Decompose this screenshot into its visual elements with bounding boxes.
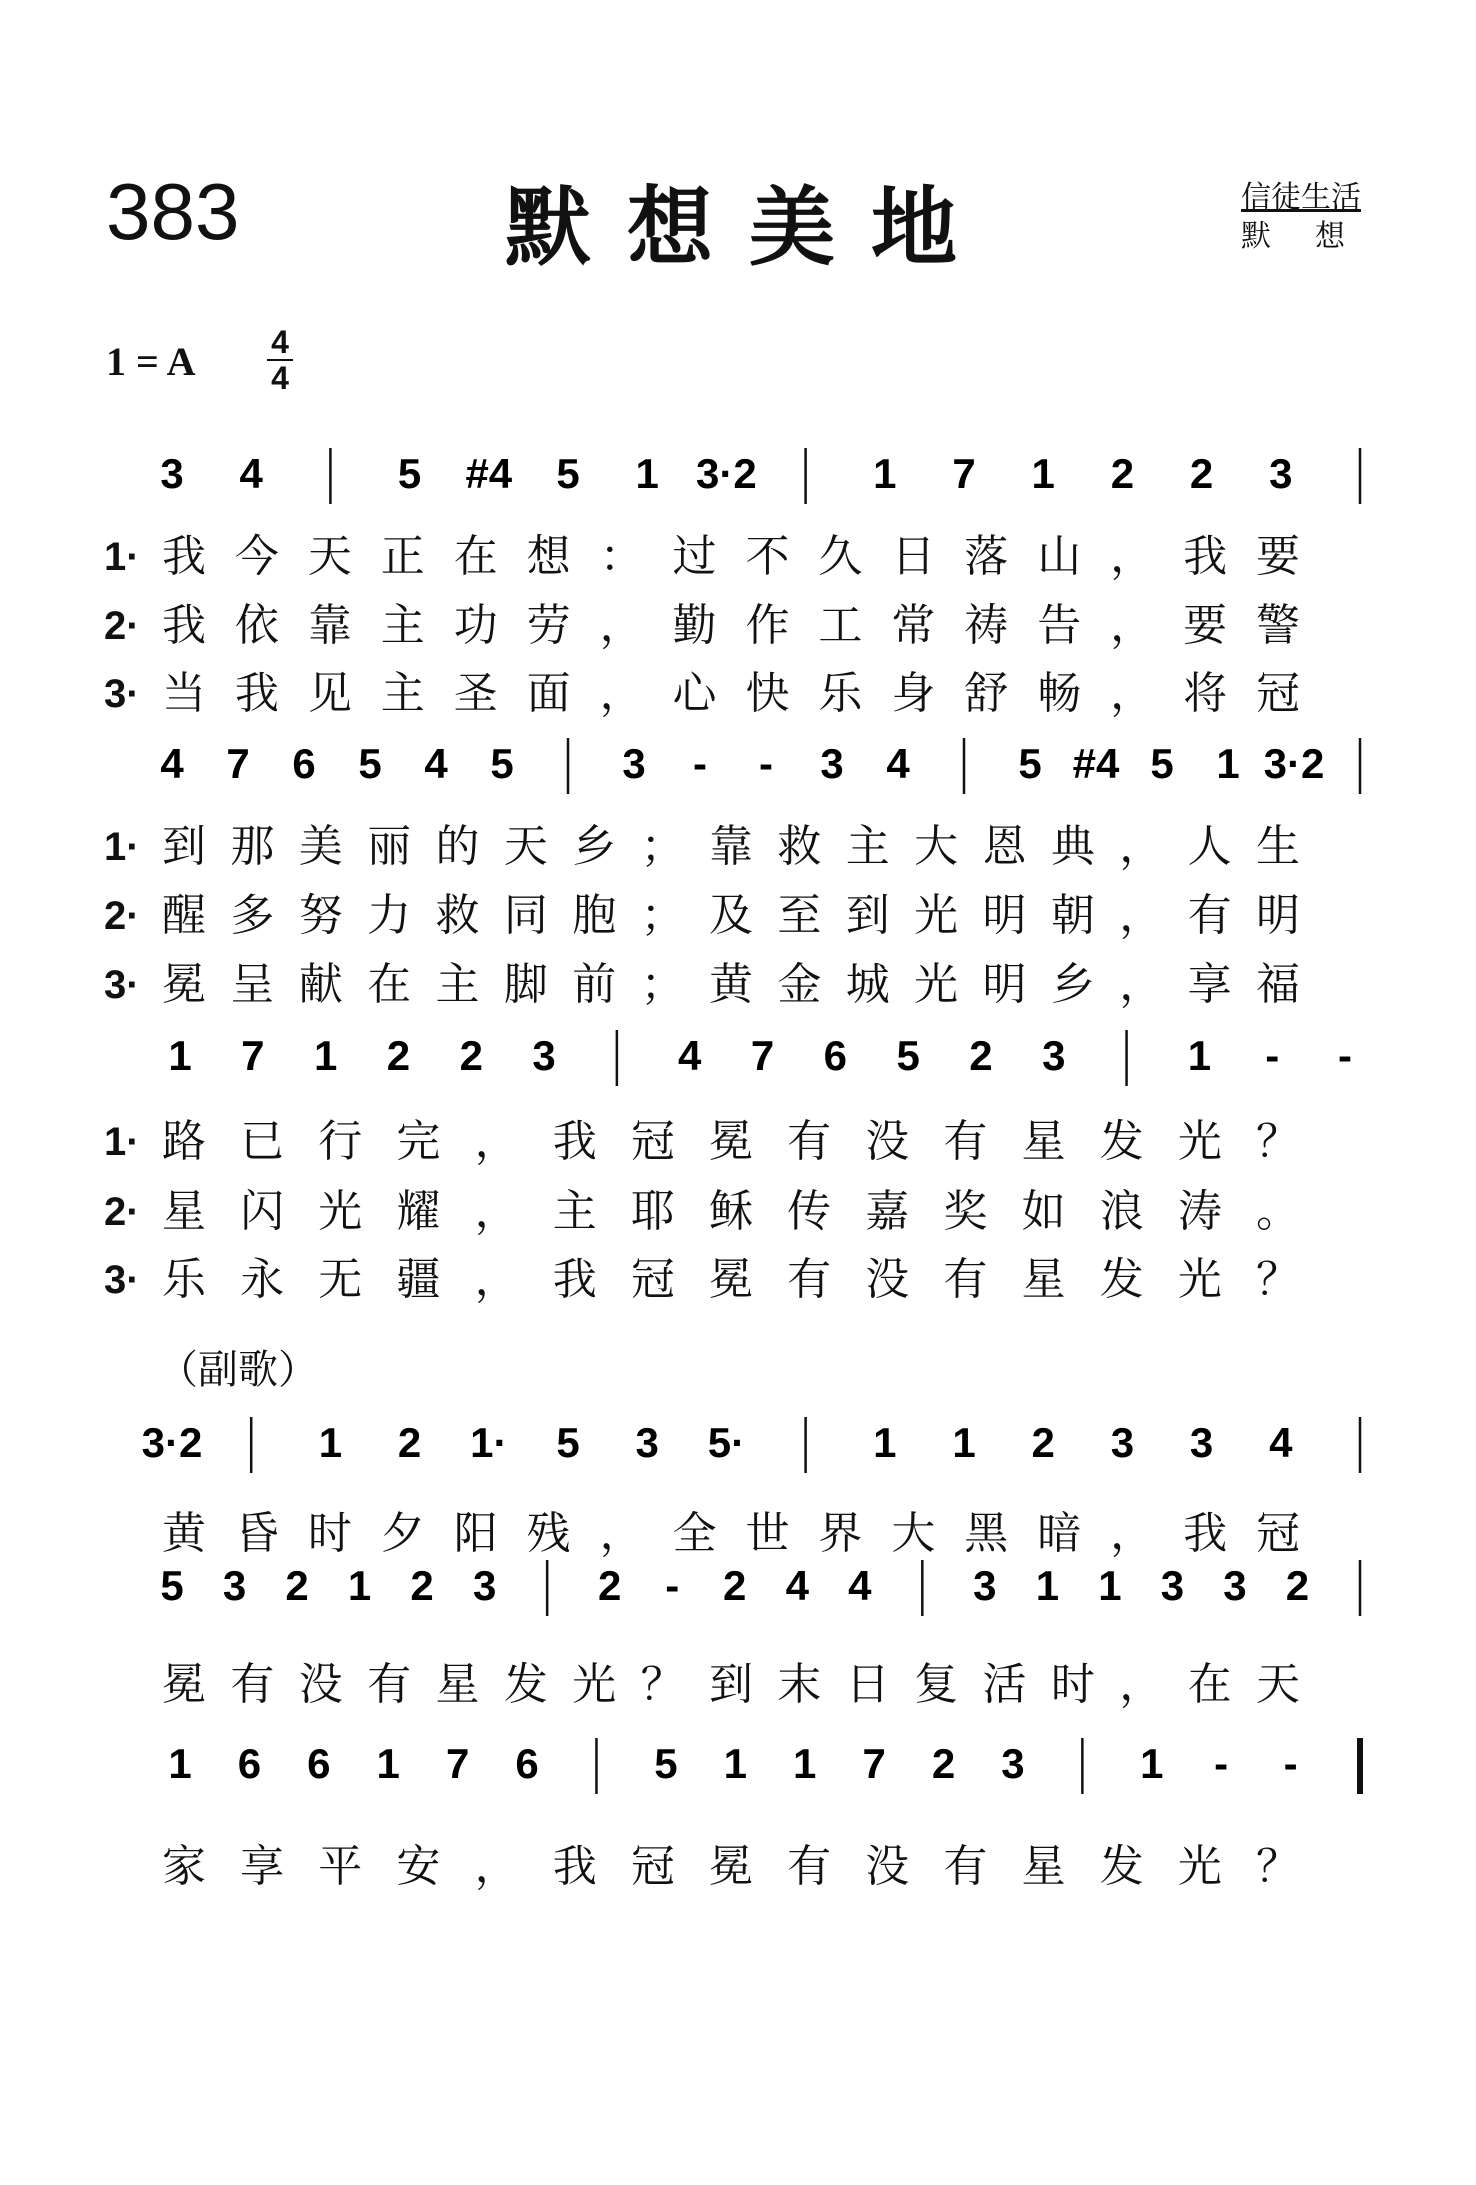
note: 3 bbox=[222, 1562, 247, 1609]
note: 5 bbox=[1150, 740, 1174, 787]
note: 2 bbox=[1285, 1562, 1310, 1609]
note: 3·2 bbox=[141, 1419, 203, 1466]
note: 6 bbox=[237, 1740, 262, 1787]
note: 4 bbox=[848, 1562, 872, 1609]
note: 2 bbox=[285, 1562, 309, 1609]
note: 3 bbox=[1110, 1419, 1135, 1466]
dash-note: - bbox=[665, 1562, 680, 1609]
verse-number: 1· bbox=[104, 1120, 140, 1164]
note: 3 bbox=[1189, 1419, 1214, 1466]
note: 5 bbox=[160, 1562, 184, 1609]
note: 7 bbox=[862, 1740, 886, 1787]
note: 7 bbox=[445, 1740, 470, 1787]
time-signature-bottom: 4 bbox=[271, 360, 289, 396]
note: 1 bbox=[313, 1032, 338, 1079]
lyric-text: 到那美丽的天乡；靠救主大恩典，人生 bbox=[162, 821, 1325, 872]
verse-number: 2· bbox=[104, 894, 140, 938]
note: 3·2 bbox=[696, 450, 757, 497]
note: 1· bbox=[470, 1419, 508, 1466]
note: 1 bbox=[635, 450, 659, 497]
verse-number: 1· bbox=[104, 825, 140, 869]
lyric-text: 黄昏时夕阳残，全世界大黑暗，我冠 bbox=[162, 1508, 1329, 1559]
note: 3 bbox=[622, 740, 646, 787]
note: 6 bbox=[307, 1740, 331, 1787]
time-signature-top: 4 bbox=[267, 326, 293, 361]
note: 5 bbox=[896, 1032, 920, 1079]
lyric-text: 家享平安，我冠冕有没有星发光？ bbox=[162, 1841, 1335, 1892]
verse-number: 1· bbox=[104, 535, 140, 579]
note: 3 bbox=[160, 450, 184, 497]
subcategory-label: 默想 bbox=[1241, 219, 1389, 254]
note: 5 bbox=[490, 740, 514, 787]
note: 5 bbox=[1018, 740, 1042, 787]
hymn-number: 383 bbox=[106, 167, 240, 256]
key-signature: 1 = A bbox=[106, 339, 196, 384]
note: 4 bbox=[785, 1562, 809, 1609]
dash-note: - bbox=[1283, 1740, 1298, 1787]
note: 1 bbox=[1035, 1562, 1060, 1609]
note: 4 bbox=[239, 450, 263, 497]
category-label: 信徒生活 bbox=[1241, 180, 1361, 215]
lyric-text: 星闪光耀，主耶稣传嘉奖如浪涛。 bbox=[162, 1186, 1335, 1237]
note: 3 bbox=[1001, 1740, 1025, 1787]
lyric-text: 醒多努力救同胞；及至到光明朝，有明 bbox=[162, 890, 1325, 941]
note: 1 bbox=[376, 1740, 400, 1787]
note: 2 bbox=[723, 1562, 747, 1609]
verse-number: 2· bbox=[104, 1190, 140, 1234]
note: 3 bbox=[1160, 1562, 1185, 1609]
note: 2 bbox=[459, 1032, 483, 1079]
note: 4 bbox=[1269, 1419, 1293, 1466]
verse-number: 3· bbox=[104, 672, 140, 716]
note: 5· bbox=[707, 1419, 746, 1466]
note: 1 bbox=[168, 1740, 192, 1787]
hymn-title: 默想美地 bbox=[505, 177, 993, 278]
verse-number: 3· bbox=[104, 963, 140, 1007]
note: 3 bbox=[820, 740, 844, 787]
note: 3 bbox=[532, 1032, 556, 1079]
note: 5 bbox=[654, 1740, 678, 1787]
note: 2 bbox=[1110, 450, 1135, 497]
dash-note: - bbox=[1338, 1032, 1352, 1079]
note: 2 bbox=[397, 1419, 422, 1466]
note: #4 bbox=[1072, 740, 1120, 787]
dash-note: - bbox=[759, 740, 773, 787]
note: 1 bbox=[952, 1419, 976, 1466]
lyric-text: 冕有没有星发光？到末日复活时，在天 bbox=[162, 1659, 1325, 1710]
note: 7 bbox=[241, 1032, 265, 1079]
note: 1 bbox=[1216, 740, 1240, 787]
note: 7 bbox=[750, 1032, 775, 1079]
note: 2 bbox=[931, 1740, 956, 1787]
note: 5 bbox=[358, 740, 382, 787]
lyric-text: 我依靠主功劳，勤作工常祷告，要警 bbox=[162, 600, 1329, 651]
verse-number: 3· bbox=[104, 1258, 140, 1302]
lyric-text: 冕呈献在主脚前；黄金城光明乡，享福 bbox=[162, 959, 1325, 1010]
note: 4 bbox=[160, 740, 184, 787]
note: 3 bbox=[472, 1562, 497, 1609]
note: 2 bbox=[969, 1032, 993, 1079]
note: 3 bbox=[635, 1419, 659, 1466]
note: 4 bbox=[424, 740, 448, 787]
note: 2 bbox=[1031, 1419, 1055, 1466]
note: 3 bbox=[973, 1562, 997, 1609]
note: 2 bbox=[386, 1032, 411, 1079]
note: 1 bbox=[168, 1032, 192, 1079]
note: 5 bbox=[397, 450, 422, 497]
note: 1 bbox=[1140, 1740, 1164, 1787]
verse-number: 2· bbox=[104, 604, 140, 648]
note: 1 bbox=[1098, 1562, 1122, 1609]
note: 3 bbox=[1269, 450, 1293, 497]
lyric-text: 当我见主圣面，心快乐身舒畅，将冠 bbox=[162, 668, 1329, 719]
note: 1 bbox=[723, 1740, 747, 1787]
note: 3 bbox=[1042, 1032, 1066, 1079]
note: 1 bbox=[1031, 450, 1055, 497]
dash-note: - bbox=[1265, 1032, 1280, 1079]
note: 2 bbox=[410, 1562, 434, 1609]
note: 1 bbox=[873, 450, 897, 497]
lyric-text: 我今天正在想：过不久日落山，我要 bbox=[162, 531, 1329, 582]
dash-note: - bbox=[1214, 1740, 1229, 1787]
note: 1 bbox=[318, 1419, 343, 1466]
dash-note: - bbox=[693, 740, 707, 787]
note: 4 bbox=[678, 1032, 702, 1079]
note: 6 bbox=[823, 1032, 847, 1079]
note: 2 bbox=[1189, 450, 1214, 497]
note: 1 bbox=[873, 1419, 897, 1466]
note: 4 bbox=[886, 740, 910, 787]
note: 3·2 bbox=[1263, 740, 1325, 787]
note: 2 bbox=[598, 1562, 622, 1609]
note: 1 bbox=[347, 1562, 372, 1609]
note: 3 bbox=[1223, 1562, 1247, 1609]
note: 1 bbox=[1187, 1032, 1212, 1079]
note: 7 bbox=[952, 450, 976, 497]
lyric-text: 路已行完，我冠冕有没有星发光？ bbox=[162, 1116, 1335, 1167]
note: 6 bbox=[515, 1740, 539, 1787]
note: #4 bbox=[465, 450, 513, 497]
note: 6 bbox=[292, 740, 316, 787]
note: 5 bbox=[556, 1419, 580, 1466]
note: 7 bbox=[226, 740, 250, 787]
note: 1 bbox=[793, 1740, 817, 1787]
note: 5 bbox=[556, 450, 580, 497]
lyric-text: 乐永无疆，我冠冕有没有星发光？ bbox=[162, 1254, 1335, 1305]
chorus-label: （副歌） bbox=[158, 1347, 318, 1393]
